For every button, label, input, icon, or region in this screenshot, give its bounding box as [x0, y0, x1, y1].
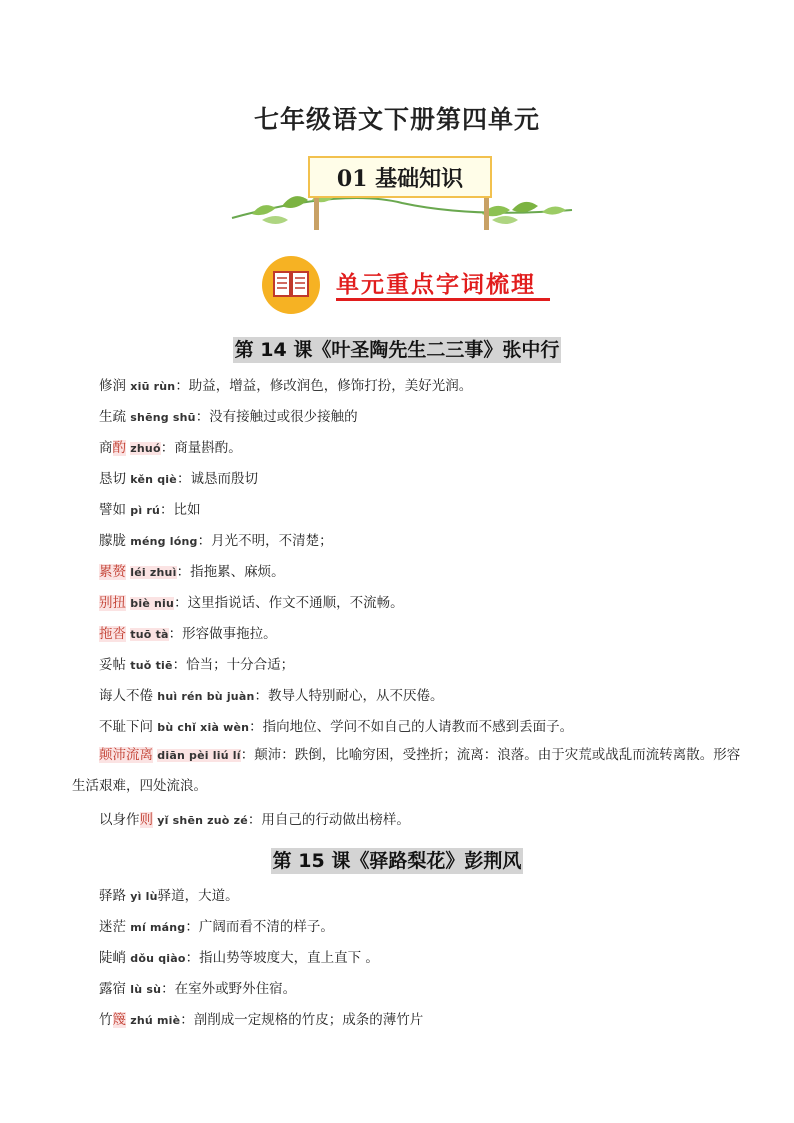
lesson-title: 第 15 课《驿路梨花》彭荆风: [272, 850, 522, 872]
list-item: 拖沓 tuō tà：形容做事拖拉。: [99, 626, 277, 642]
list-item: 迷茫 mí máng：广阔而看不清的样子。: [99, 919, 334, 935]
list-item: 陡峭 dǒu qiào：指山势等坡度大，直上直下 。: [99, 950, 379, 966]
list-item: 不耻下问 bù chǐ xià wèn：指向地位、学问不如自己的人请教而不感到丢面子。: [99, 719, 574, 735]
page-title: 七年级语文下册第四单元: [253, 105, 540, 134]
lesson-title: 第 14 课《叶圣陶先生二三事》张中行: [234, 339, 560, 361]
list-item: 竹篾 zhú miè：剖削成一定规格的竹皮；成条的薄竹片: [99, 1012, 424, 1028]
list-item: 累赘 léi zhuì：指拖累、麻烦。: [99, 564, 285, 580]
unit-heading-underline: [336, 298, 550, 301]
list-item: 譬如 pì rú：比如: [99, 502, 201, 518]
list-item: 颠沛流离 diān pèi liú lí：颠沛：跌倒，比喻穷困，受挫折；流离：浪落。由于灾荒或战乱而流转离散。形容生活艰难，四处流浪。: [72, 747, 741, 794]
section-banner: [222, 148, 582, 238]
list-item: 妥帖 tuǒ tiē：恰当；十分合适；: [99, 657, 295, 673]
list-item: 恳切 kěn qiè：诚恳而殷切: [99, 471, 258, 487]
book-icon: [262, 256, 320, 314]
list-item: 驿路 yì lù驿道，大道。: [99, 888, 239, 904]
unit-heading-text: 单元重点字词梳理: [336, 271, 536, 298]
list-item: 诲人不倦 huì rén bù juàn：教导人特别耐心，从不厌倦。: [99, 688, 444, 704]
list-item: 商酌 zhuó：商量斟酌。: [99, 440, 242, 456]
unit-heading: [262, 256, 562, 316]
list-item: 修润 xiū rùn：助益，增益，修改润色，修饰打扮，美好光润。: [99, 378, 473, 394]
section-label: 01 基础知识: [308, 156, 492, 198]
list-item: 生疏 shēng shū：没有接触过或很少接触的: [99, 409, 358, 425]
list-item: 别扭 biè niu：这里指说话、作文不通顺，不流畅。: [99, 595, 404, 611]
list-item: 露宿 lù sù：在室外或野外住宿。: [99, 981, 297, 997]
list-item: 朦胧 méng lóng：月光不明，不清楚；: [99, 533, 333, 549]
list-item: 以身作则 yǐ shēn zuò zé：用自己的行动做出榜样。: [99, 812, 410, 828]
